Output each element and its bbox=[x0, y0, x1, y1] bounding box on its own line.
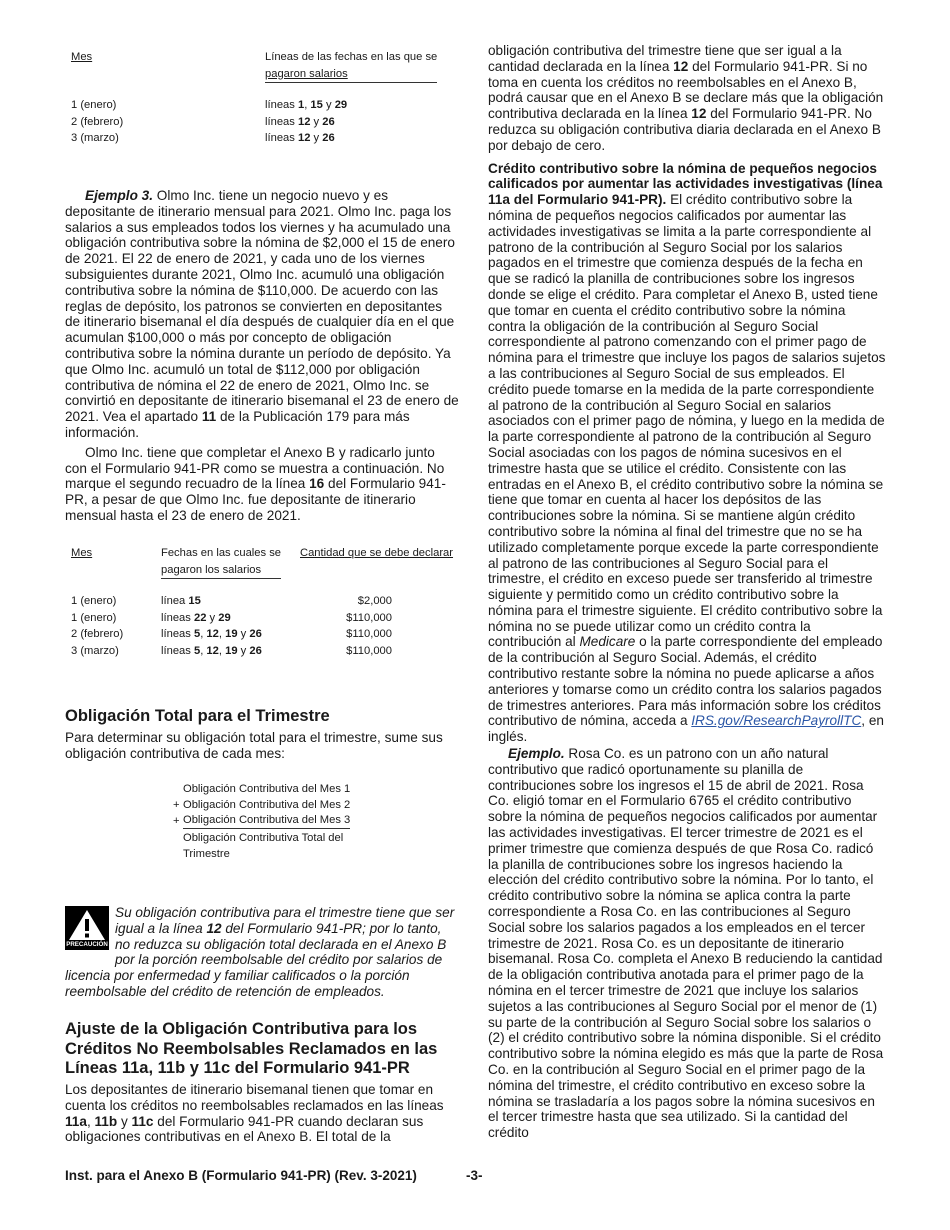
page-number: -3- bbox=[466, 1168, 483, 1183]
irs-research-payroll-link[interactable]: IRS.gov/ResearchPayrollTC bbox=[691, 713, 862, 729]
column-header-month: Mes bbox=[71, 51, 93, 63]
wage-dates-table bbox=[71, 49, 451, 147]
column-header-amount: Cantidad que se debe declarar bbox=[300, 547, 454, 559]
amounts-table bbox=[71, 545, 455, 659]
footer-title: Inst. para el Anexo B (Formulario 941-PR) (Rev. 3-2021) bbox=[65, 1168, 417, 1183]
caution-note bbox=[65, 905, 460, 1000]
total-quarter-intro: Para determinar su obligación total para el trimestre, sume sus obligación contributiva de cada mes: bbox=[65, 730, 443, 761]
table-row: 3 (marzo) líneas 5, 12, 19 y 26 $110,000 bbox=[71, 644, 392, 657]
example-3-paragraph: Ejemplo 3. Olmo Inc. tiene un negocio nuevo y es depositante de itinerario mensual para 2021. Olmo Inc. paga los salarios a sus empleados todos los viernes y ha acumulado una obligación contributiva sobre la nómina de $2,000 el 15 de enero de 2021. El 22 de enero de 2021, y cada uno de los viernes subsiguientes durante 2021, Olmo Inc. acumuló una obligación contributiva sobre la nómina de $110,000. De acuerdo con las reglas de depósito, los patronos se convierten en depositantes de itinerario bisemanal el día después de cualquier día en el que acumulan $100,000 o más por concepto de obligación contributiva sobre la nómina durante un período de depósito. Ya que Olmo Inc. acumuló un total de $112,000 por obligación contributiva de nómina el 22 de enero de 2021, Olmo Inc. se convirtió en depositante de itinerario bisemanal el 23 de enero de 2021. Vea el apartado 11 de la Publicación 179 para más información. bbox=[65, 188, 459, 440]
table-header-row bbox=[71, 545, 455, 579]
table-row: 1 (enero) línea 15 $2,000 bbox=[71, 595, 392, 607]
table-row: 1 (enero) líneas 22 y 29 $110,000 bbox=[71, 611, 392, 624]
column-header-lines: Líneas de las fechas en las que se pagaron salarios bbox=[265, 49, 437, 83]
table-row: 1 (enero) líneas 1, 15 y 29 bbox=[71, 99, 348, 111]
table-row: 3 (marzo) líneas 12 y 26 bbox=[71, 132, 335, 144]
table-row: 2 (febrero) líneas 12 y 26 bbox=[71, 115, 335, 128]
liability-paragraph: obligación contributiva del trimestre tiene que ser igual a la cantidad declarada en la línea 12 del Formulario 941-PR. Si no toma en cuenta los créditos no reembolsables en el Anexo B, podrá causar que en el Anexo B se declare más que la obligación contributiva declarada en la línea 12 del Formulario 941-PR. No reduzca su obligación contributiva diaria declarada en el Anexo B por debajo de cero. bbox=[488, 43, 884, 153]
rosa-example-paragraph: Ejemplo. Rosa Co. es un patrono con un año natural contributivo que radicó oportunamente su planilla de contribuciones sobre los ingresos el 15 de abril de 2021. Rosa Co. eligió tomar en el Formulario 6765 el crédito contributivo sobre la nómina de pequeños negocios calificados por aumentar las actividades investigativas. El tercer trimestre de 2021 es el primer trimestre que comienza después de que Rosa Co. radicó la planilla de contribuciones sobre los ingresos haciendo la elección del crédito contributivo sobre la nómina. Por lo tanto, el crédito contributivo sobre la nómina se aplica contra la parte correspondiente a Rosa Co. en las contribuciones al Seguro Social sobre los salarios pagados a los empleados en el tercer trimestre de 2021. Rosa Co. es un depositante de itinerario bisemanal. Rosa Co. completa el Anexo B reduciendo la cantidad de la obligación contributiva anotada para el primer pago de la nómina en el tercer trimestre de 2021 que incluye los salarios sujetos a las contribuciones al Seguro Social por el menor de (1) su parte de la contribución al Seguro Social sobre los salarios o (2) el crédito contributivo sobre la nómina disponible. Si el crédito contributivo sobre la nómina elegido es más que la parte de Rosa Co. en la contribución al Seguro Social en el primer pago de la nómina del trimestre, el crédito contributivo en exceso sobre la nómina se trasladaría a los pagos sobre la nómina sucesivos en el tercer trimestre hasta que sea utilizado. Si la cantidad del crédito bbox=[488, 746, 884, 1141]
quarter-sum-calculation: Obligación Contributiva del Mes 1 + Obligación Contributiva del Mes 2 + Obligación Contributiva del Mes 3 Obligación Contributiva Total del Trimestre bbox=[173, 783, 351, 860]
table-row: 2 (febrero) líneas 5, 12, 19 y 26 $110,000 bbox=[71, 628, 392, 640]
column-header-month: Mes bbox=[71, 547, 93, 559]
caution-icon bbox=[65, 906, 109, 950]
caution-label: PRECAUCIÓN bbox=[66, 941, 108, 948]
adjustment-paragraph: Los depositantes de itinerario bisemanal tienen que tomar en cuenta los créditos no reembolsables reclamados en las líneas 11a, 11b y 11c del Formulario 941-PR cuando declaran sus obligaciones contributivas en el Anexo B. El total de la bbox=[65, 1082, 444, 1145]
column-header-dates: Fechas en las cuales se pagaron los salarios bbox=[161, 545, 281, 579]
caution-text: Su obligación contributiva para el trimestre tiene que ser igual a la línea 12 del Formulario 941-PR; por lo tanto, no reduzca su obligación total declarada en el Anexo B por la porción reembolsable del crédito por salarios de licencia por enfermedad y familiar calificados o la porción reembolsable del crédito de retención de empleados. bbox=[65, 905, 455, 999]
example-3-followup-paragraph: Olmo Inc. tiene que completar el Anexo B y radicarlo junto con el Formulario 941-PR como se muestra a continuación. No marque el segundo recuadro de la línea 16 del Formulario 941-PR, a pesar de que Olmo Inc. fue depositante de itinerario mensual hasta el 23 de enero de 2021. bbox=[65, 444, 446, 523]
total-quarter-heading: Obligación Total para el Trimestre bbox=[65, 707, 330, 725]
adjustment-heading: Ajuste de la Obligación Contributiva para los Créditos No Reembolsables Reclamados en las Líneas 11a, 11b y 11c del Formulario 941-PR bbox=[65, 1020, 438, 1077]
payroll-credit-paragraph: Crédito contributivo sobre la nómina de pequeños negocios calificados por aumentar las actividades investigativas (línea 11a del Formulario 941-PR). El crédito contributivo sobre la nómina de pequeños negocios calificados por aumentar las actividades investigativas se limita a la parte correspondiente al patrono de la contribución al Seguro Social por los salarios pagados en el trimestre que comienza después de la fecha en que se radicó la planilla de contribuciones sobre los ingresos donde se elige el crédito. Para completar el Anexo B, usted tiene que tomar en cuenta el crédito contributivo sobre la nómina contra la obligación de la contribución al Seguro Social correspondiente al patrono comenzando con el primer pago de nómina para el trimestre que incluye los pagos de salarios sujetos a las contribuciones al Seguro Social de sus empleados. El crédito puede tomarse en la medida de la parte correspondiente al patrono de la contribución al Seguro Social en salarios asociados con el primer pago de nómina, y luego en la medida de la parte correspondiente al patrono de la contribución al Seguro Social asociadas con los pagos de nómina sucesivos en el trimestre hasta que se utilice el crédito. Consistente con las entradas en el Anexo B, el crédito contributivo sobre la nómina se tiene que tomar en cuenta al hacer los depósitos de las contribuciones sobre la nómina. Si se mantiene algún crédito contributivo sobre la nómina al final del trimestre que no se ha utilizado completamente porque excede la parte correspondiente al patrono de las contribuciones al Seguro Social para el trimestre, el crédito en exceso puede ser transferido al trimestre siguiente y permitido como un crédito contributivo sobre la nómina para el trimestre siguiente. El crédito contributivo sobre la nómina no se puede utilizar como un crédito contra la contribución al Medicare o la parte correspondiente del empleado de la contribución al Seguro Social. Además, el crédito contributivo restante sobre la nómina no puede aplicarse a años anteriores y tomarse como un crédito contra los salarios pagados de trimestres anteriores. Para más información sobre los créditos contributivo de nómina, acceda a IRS.gov/ResearchPayrollTC, en inglés. bbox=[488, 160, 886, 745]
table-header-row bbox=[71, 49, 451, 83]
